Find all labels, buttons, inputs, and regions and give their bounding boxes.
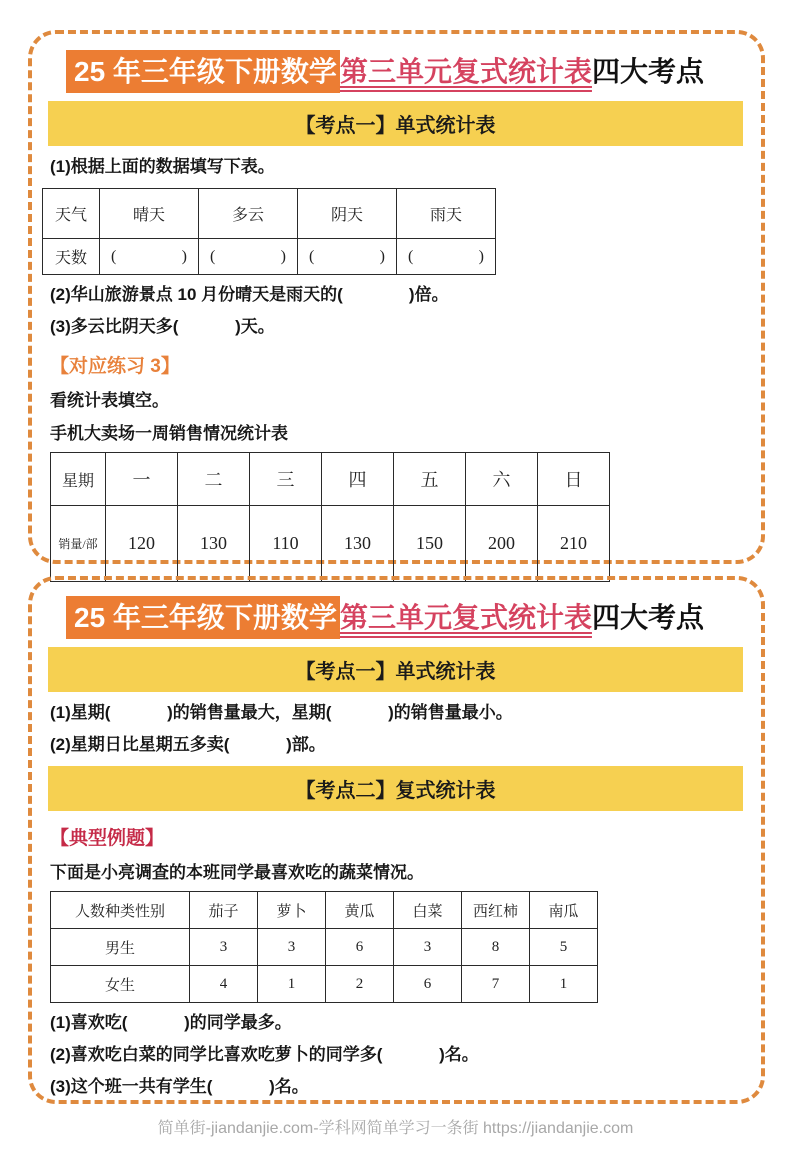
sales-value-cell: 130 (322, 506, 394, 582)
blank-close-paren: ) (379, 247, 385, 265)
sales-value-cell: 110 (250, 506, 322, 582)
weather-blank-cell (397, 239, 496, 275)
table-row (43, 189, 496, 239)
practice-heading: 【对应练习 3】 (50, 356, 180, 377)
veg-value-cell: 3 (394, 929, 462, 966)
veg-value-cell: 4 (190, 966, 258, 1003)
weather-col-header: 雨天 (397, 189, 496, 239)
veg-corner-cell: 人数种类性别 (51, 892, 190, 929)
sales-value-cell: 210 (538, 506, 610, 582)
question-2: (2)星期日比星期五多卖( )部。 (50, 735, 326, 755)
question-1: (1)喜欢吃( )的同学最多。 (50, 1013, 292, 1033)
section-banner-kaodian1: 【考点一】单式统计表 (48, 647, 743, 692)
title-rest: 四大考点 (591, 602, 704, 633)
page-title (66, 598, 743, 637)
veg-row-label: 女生 (51, 966, 190, 1003)
worksheet-page-1 (28, 30, 765, 564)
veg-table-intro: 下面是小亮调查的本班同学最喜欢吃的蔬菜情况。 (50, 863, 424, 883)
veg-col-header: 萝卜 (258, 892, 326, 929)
weather-blank-cell (298, 239, 397, 275)
title-highlight: 25 年三年级下册数学 (66, 596, 340, 639)
sales-col-header: 三 (250, 453, 322, 506)
veg-value-cell: 2 (326, 966, 394, 1003)
practice-intro: 看统计表填空。 (50, 391, 169, 410)
veg-col-header: 茄子 (190, 892, 258, 929)
weather-blank-cell (199, 239, 298, 275)
veg-row-label: 男生 (51, 929, 190, 966)
veg-value-cell: 3 (190, 929, 258, 966)
question-2: (2)喜欢吃白菜的同学比喜欢吃萝卜的同学多( )名。 (50, 1045, 479, 1064)
blank-open-paren: ( (309, 247, 315, 265)
question-3: (3)多云比阴天多( )天。 (50, 317, 275, 337)
veg-col-header: 南瓜 (530, 892, 598, 929)
title-underlined-red: 第三单元复式统计表 (339, 56, 592, 87)
sales-value-cell: 200 (466, 506, 538, 582)
veg-value-cell: 6 (326, 929, 394, 966)
sales-value-cell: 130 (178, 506, 250, 582)
blank-close-paren: ) (181, 247, 187, 265)
title-highlight: 25 年三年级下册数学 (66, 50, 340, 93)
sales-value-cell: 120 (106, 506, 178, 582)
question-1: (1)根据上面的数据填写下表。 (50, 157, 275, 177)
table-row (51, 892, 598, 929)
page-title (66, 52, 743, 91)
weather-col-header: 多云 (199, 189, 298, 239)
sales-col-header: 五 (394, 453, 466, 506)
question-3: (3)这个班一共有学生( )名。 (50, 1076, 309, 1096)
veg-value-cell: 1 (530, 966, 598, 1003)
veg-col-header: 白菜 (394, 892, 462, 929)
sales-table (50, 452, 610, 582)
site-footer: 简单街-jiandanjie.com-学科网简单学习一条街 https://jiandanjie.com (157, 1119, 634, 1137)
sales-col-header: 一 (106, 453, 178, 506)
blank-open-paren: ( (210, 247, 216, 265)
sales-table-title: 手机大卖场一周销售情况统计表 (50, 424, 288, 443)
section-banner-kaodian1: 【考点一】单式统计表 (48, 101, 743, 146)
weather-row-label: 天数 (43, 239, 100, 275)
title-underlined-red: 第三单元复式统计表 (339, 602, 592, 633)
veg-value-cell: 3 (258, 929, 326, 966)
weather-blank-cell (100, 239, 199, 275)
veg-col-header: 西红柿 (462, 892, 530, 929)
title-rest: 四大考点 (591, 56, 704, 87)
sales-row-label: 销量/部 (51, 506, 106, 582)
sales-value-cell: 150 (394, 506, 466, 582)
veg-col-header: 黄瓜 (326, 892, 394, 929)
vegetable-table (50, 891, 598, 1003)
weather-col-header: 晴天 (100, 189, 199, 239)
table-row (51, 966, 598, 1003)
table-row (51, 453, 610, 506)
sales-corner-cell: 星期 (51, 453, 106, 506)
veg-value-cell: 7 (462, 966, 530, 1003)
table-row (51, 506, 610, 582)
sales-col-header: 四 (322, 453, 394, 506)
sales-col-header: 二 (178, 453, 250, 506)
sales-col-header: 日 (538, 453, 610, 506)
blank-open-paren: ( (111, 247, 117, 265)
weather-col-header: 阴天 (298, 189, 397, 239)
question-1: (1)星期( )的销售量最大，星期( )的销售量最小。 (50, 703, 513, 723)
blank-open-paren: ( (408, 247, 414, 265)
weather-table (42, 188, 496, 275)
question-2: (2)华山旅游景点 10 月份晴天是雨天的( )倍。 (50, 285, 449, 305)
table-row (43, 239, 496, 275)
weather-corner-cell: 天气 (43, 189, 100, 239)
example-heading: 【典型例题】 (50, 828, 165, 850)
veg-value-cell: 1 (258, 966, 326, 1003)
worksheet-page-2 (28, 576, 765, 1137)
veg-value-cell: 5 (530, 929, 598, 966)
blank-close-paren: ) (478, 247, 484, 265)
blank-close-paren: ) (280, 247, 286, 265)
sales-col-header: 六 (466, 453, 538, 506)
section-banner-kaodian2: 【考点二】复式统计表 (48, 766, 743, 811)
veg-value-cell: 8 (462, 929, 530, 966)
veg-value-cell: 6 (394, 966, 462, 1003)
table-row (51, 929, 598, 966)
